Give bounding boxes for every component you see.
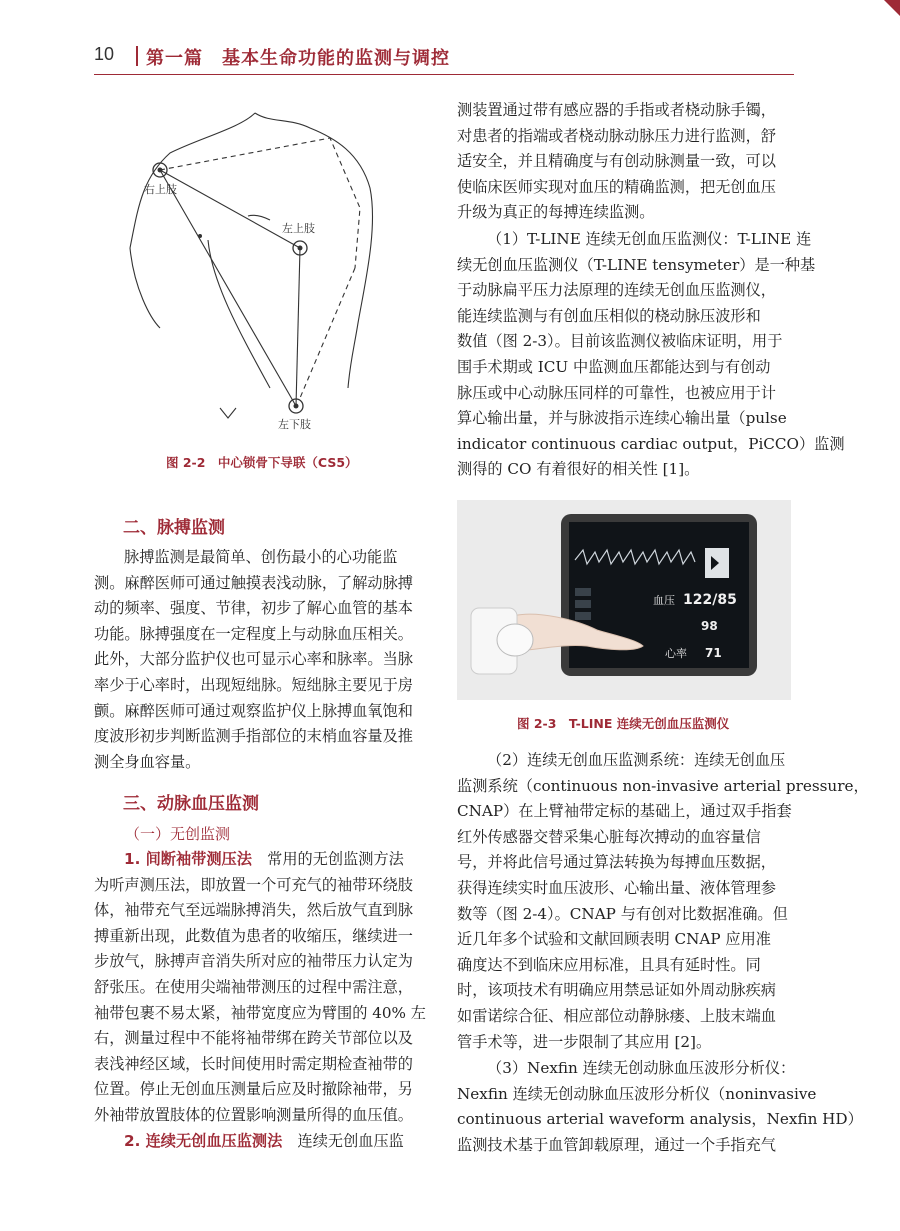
electrode-right-arm-dot	[158, 168, 163, 173]
para-tline	[457, 227, 845, 483]
text-line: 脉搏监测是最简单、创伤最小的心功能监	[124, 548, 398, 566]
label-left-lower: 左下肢	[278, 418, 311, 431]
wire-la-ll	[296, 248, 300, 406]
text-line: 时，该项技术有明确应用禁忌证如外周动脉疾病	[457, 981, 776, 1000]
text-line: 外袖带放置肢体的位置影响测量所得的血压值。	[94, 1105, 413, 1124]
text-line: 袖带包裹不易太紧，袖带宽度应为臂围的 40% 左	[94, 1003, 426, 1022]
text-line: 测装置通过带有感应器的手指或者桡动脉手镯，	[457, 101, 776, 119]
label-right-upper: 右上肢	[144, 183, 177, 196]
text-line: 适安全，并且精确度与有创动脉测量一致，可以	[457, 152, 776, 171]
monitor-illustration	[457, 500, 791, 700]
text-line: 升级为真正的每搏连续监测。	[457, 203, 655, 222]
para-cnap	[457, 748, 869, 1055]
text-line: （2）连续无创血压监测系统：连续无创血压	[487, 751, 786, 769]
text-line: 动的频率、强度、节律，初步了解心血管的基本	[94, 599, 413, 618]
text-line: 位置。停止无创血压测量后应及时撤除袖带，另	[94, 1080, 413, 1099]
text-line: 右，测量过程中不能将袖带绑在跨关节部位以及	[94, 1029, 413, 1048]
cuff-first-line: 常用的无创监测方法	[251, 850, 404, 868]
header-rule	[94, 74, 794, 75]
para-cuff	[94, 847, 428, 1154]
hr-label: 心率	[665, 647, 687, 660]
mini-bar	[575, 612, 591, 620]
text-line	[94, 847, 428, 873]
text-line: 测全身血容量。	[94, 752, 201, 771]
cuff-method-title: 1. 间断袖带测压法	[124, 850, 252, 868]
navel-mark	[220, 408, 236, 418]
text-line: 算心输出量，并与脉波指示连续心输出量（pulse	[457, 409, 787, 428]
bp-label: 血压	[653, 594, 675, 607]
para-pulse	[94, 545, 428, 775]
text-line: CNAP）在上臂袖带定标的基础上，通过双手指套	[457, 802, 792, 821]
heading-arterial-bp: 三、动脉血压监测	[123, 794, 259, 814]
bp-value: 122/85	[683, 592, 737, 608]
page-number: 10	[94, 44, 115, 64]
figure-tline-monitor-photo	[457, 500, 791, 700]
text-line: 率少于心率时，出现短绌脉。短绌脉主要见于房	[94, 675, 413, 694]
text-line: 脉压或中心动脉压同样的可靠性，也被应用于计	[457, 383, 776, 402]
figure-2-2-caption: 图 2-2 中心锁骨下导联（CS5）	[166, 455, 358, 470]
text-line: 能连续监测与有创血压相似的桡动脉压波形和	[457, 306, 761, 325]
text-line: 对患者的指端或者桡动脉动脉压力进行监测，舒	[457, 126, 776, 145]
sensor-dome	[497, 624, 533, 656]
text-line: 使临床医师实现对血压的精确监测，把无创血压	[457, 177, 776, 196]
mini-bar	[575, 588, 591, 596]
text-line: 围手术期或 ICU 中监测血压都能达到与有创动	[457, 357, 771, 376]
electrode-left-leg-dot	[294, 404, 299, 409]
text-line: 舒张压。在使用尖端袖带测压的过程中需注意，	[94, 977, 413, 996]
electrode-left-arm-dot	[298, 246, 303, 251]
chest-mark-dot	[198, 234, 202, 238]
text-line: 管手术等，进一步限制了其应用 [2]。	[457, 1032, 712, 1051]
text-line: 测得的 CO 有着很好的相关性 [1]。	[457, 460, 700, 479]
chest-line	[208, 240, 270, 388]
figure-cs5-lead-diagram	[120, 98, 390, 438]
text-line: 号，并将此信号通过算法转换为每搏血压数据，	[457, 853, 776, 872]
text-line: 监测系统（continuous non-invasive arterial pressure，	[457, 776, 869, 795]
text-line: 度波形初步判断监测手指部位的末梢血容量及推	[94, 727, 413, 746]
text-line: 于动脉扁平压力法原理的连续无创血压监测仪，	[457, 281, 776, 300]
wire-dashed-lower	[300, 268, 355, 398]
text-line: 近几年多个试验和文献回顾表明 CNAP 应用准	[457, 930, 771, 949]
text-line: 数值（图 2-3）。目前该监测仪被临床证明，用于	[457, 332, 783, 351]
text-line: 续无创血压监测仪（T-LINE tensymeter）是一种基	[457, 255, 816, 274]
text-line: （3）Nexfin 连续无创动脉血压波形分析仪：	[487, 1059, 796, 1077]
text-line: 为听声测压法，即放置一个可充气的袖带环绕肢	[94, 875, 413, 894]
text-line: 监测技术基于血管卸载原理，通过一个手指充气	[457, 1135, 776, 1154]
chapter-title: 第一篇 基本生命功能的监测与调控	[146, 48, 450, 69]
heading-pulse-monitoring: 二、脉搏监测	[123, 518, 225, 538]
text-line: （1）T-LINE 连续无创血压监测仪：T-LINE 连	[487, 230, 812, 248]
mini-bar	[575, 600, 591, 608]
left-nipple-curve	[248, 215, 270, 220]
wire-dashed-upper	[160, 138, 360, 268]
left-torso-outline	[130, 113, 255, 248]
continuous-first-line: 连续无创血压监	[282, 1131, 404, 1150]
text-line: 体，袖带充气至远端脉搏消失，然后放气直到脉	[94, 901, 413, 920]
para-intro	[457, 98, 793, 226]
left-side-outline	[130, 248, 160, 328]
right-torso-outline	[255, 113, 373, 388]
heading-noninvasive: （一）无创监测	[125, 825, 231, 843]
header-divider	[136, 46, 138, 66]
text-line: indicator continuous cardiac output，PiCCO）监测	[457, 434, 845, 453]
text-line: 步放气，脉搏声音消失所对应的袖带压力认定为	[94, 952, 413, 971]
text-line: 如雷诺综合征、相应部位动静脉瘘、上肢末端血	[457, 1006, 776, 1025]
text-line: Nexfin 连续无创动脉血压波形分析仪（noninvasive	[457, 1084, 817, 1103]
hr-value: 71	[705, 646, 722, 660]
label-left-upper: 左上肢	[282, 222, 315, 235]
text-line: 此外，大部分监护仪也可显示心率和脉率。当脉	[94, 650, 413, 669]
text-line: 获得连续实时血压波形、心输出量、液体管理参	[457, 878, 776, 897]
text-line: 功能。脉搏强度在一定程度上与动脉血压相关。	[94, 624, 413, 643]
text-line: continuous arterial waveform analysis，Nexfin HD）	[457, 1110, 863, 1129]
text-line: 测。麻醉医师可通过触摸表浅动脉，了解动脉搏	[94, 573, 413, 592]
para-nexfin	[457, 1056, 863, 1158]
continuous-method-title: 2. 连续无创血压监测法	[124, 1131, 283, 1150]
secondary-value: 98	[701, 619, 718, 633]
figure-2-3-caption: 图 2-3 T-LINE 连续无创血压监测仪	[517, 716, 730, 731]
text-line: 数等（图 2-4）。CNAP 与有创对比数据准确。但	[457, 904, 788, 923]
page-corner-mark	[884, 0, 900, 16]
wire-ra-la	[160, 170, 300, 248]
text-line: 颤。麻醉医师可通过观察监护仪上脉搏血氧饱和	[94, 701, 413, 720]
text-line: 确度达不到临床应用标准，且具有延时性。同	[457, 955, 761, 974]
text-line	[94, 1129, 428, 1155]
text-line: 表浅神经区域，长时间使用时需定期检查袖带的	[94, 1054, 413, 1073]
text-line: 搏重新出现，此数值为患者的收缩压，继续进一	[94, 926, 413, 945]
text-line: 红外传感器交替采集心脏每次搏动的血容量信	[457, 827, 761, 846]
wire-ra-ll	[160, 170, 296, 406]
